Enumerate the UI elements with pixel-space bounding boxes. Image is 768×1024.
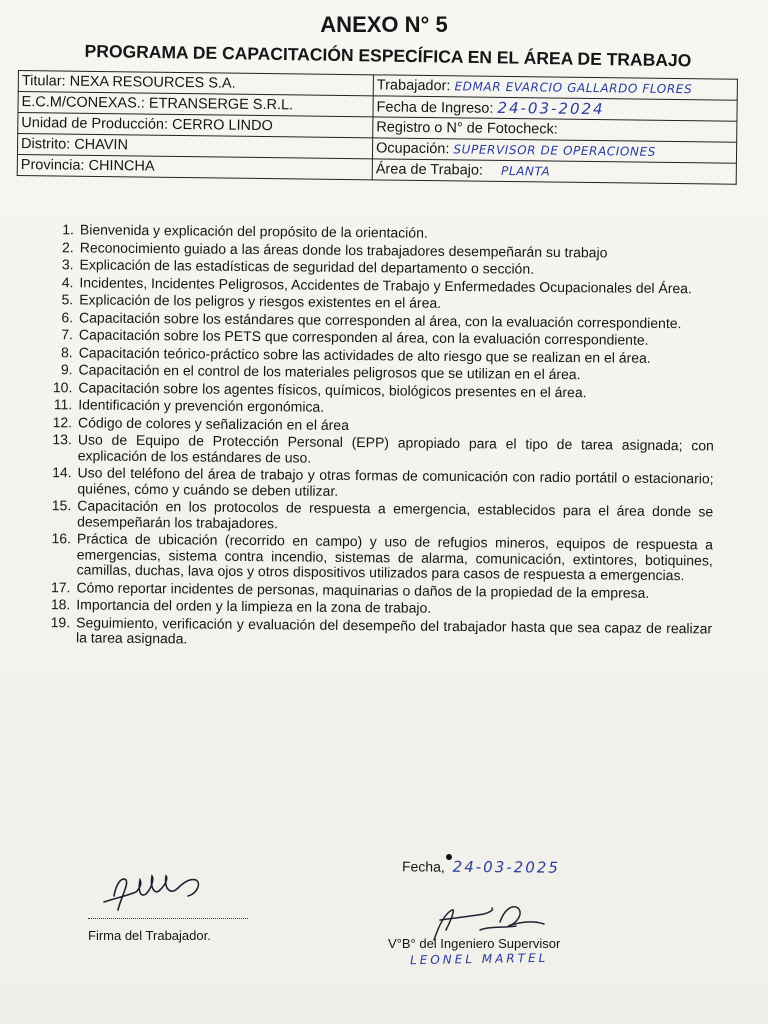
list-item-text: Seguimiento, verificación y evaluación del desempeño del trabajador hasta que sea capaz de realizar la tarea asignada. xyxy=(75,613,713,647)
list-item-text: Reconocimiento guiado a las áreas donde los trabajadores desempeñarán su trabajo xyxy=(79,238,608,260)
list-item-text: Bienvenida y explicación del propósito de la orientación. xyxy=(79,221,428,241)
area-label: Área de Trabajo: xyxy=(375,161,484,179)
list-item xyxy=(38,432,714,469)
trabajador-value: EDMAR EVARCIO GALLARDO FLORES xyxy=(454,79,693,97)
area-value: PLANTA xyxy=(500,163,551,179)
worker-info-table xyxy=(17,70,738,185)
list-item-text: Explicación de las estadísticas de seguridad del departamento o sección. xyxy=(79,256,535,277)
list-item-number: 15. xyxy=(51,497,72,514)
trabajador-label: Trabajador: xyxy=(376,77,451,95)
ocupacion-label: Ocupación: xyxy=(375,140,450,158)
list-item xyxy=(37,498,713,535)
list-item-text: Explicación de los peligros y riesgos existentes en el área. xyxy=(79,291,442,311)
list-item-number: 11. xyxy=(53,396,73,413)
list-item-number: 18. xyxy=(50,596,71,613)
fecha-ingreso-value: 24-03-2024 xyxy=(497,98,605,118)
list-item-number: 13. xyxy=(52,431,72,448)
list-item-text: Identificación y prevención ergonómica. xyxy=(78,396,325,415)
list-item-text: Capacitación teórico-práctico sobre las actividades de alto riesgo que se realizan en el área. xyxy=(78,343,651,366)
fecha-ingreso-label: Fecha de Ingreso: xyxy=(376,98,494,117)
list-item-text: Importancia del orden y la limpieza en la zona de trabajo. xyxy=(76,596,432,616)
supervisor-handwritten-name: LEONEL MARTEL xyxy=(409,950,549,968)
list-item-number: 16. xyxy=(51,530,72,547)
list-item-number: 10. xyxy=(52,378,73,395)
list-item-number: 2. xyxy=(61,238,74,255)
list-item-text: Capacitación sobre los PETS que corresponden al área, con la evaluación correspondiente. xyxy=(78,326,649,348)
date-value: 24-03-2025 xyxy=(452,857,560,877)
list-item-number: 19. xyxy=(50,613,71,630)
registro-label: Registro o N° de Fotocheck: xyxy=(376,119,558,138)
area-cell xyxy=(372,159,736,184)
document-subtitle: PROGRAMA DE CAPACITACIÓN ESPECÍFICA EN EL ÁREA DE TRABAJO xyxy=(84,40,692,71)
ocupacion-value: SUPERVISOR DE OPERACIONES xyxy=(453,142,657,159)
list-item-number: 3. xyxy=(61,256,74,273)
worker-signature-label: Firma del Trabajador. xyxy=(88,928,211,943)
list-item-text: Capacitación sobre los agentes físicos, químicos, biológicos presentes en el área. xyxy=(78,378,587,400)
list-item-text: Capacitación sobre los estándares que corresponden al área, con la evaluación correspondiente. xyxy=(79,308,682,331)
list-item-text: Incidentes, Incidentes Peligrosos, Accidentes de Trabajo y Enfermedades Ocupacionales del Área. xyxy=(79,273,692,296)
distrito-cell: Distrito: CHAVIN xyxy=(17,134,372,159)
list-item-text: Capacitación en el control de los materiales peligrosos que se utilizan en el área. xyxy=(78,361,581,383)
list-item-text: Capacitación en los protocolos de respuesta a emergencia, establecidos para el área donde se desempeñarán los trabajadores. xyxy=(77,497,714,531)
supervisor-signature-label: V°B° del Ingeniero Supervisor xyxy=(388,936,561,951)
worker-signature xyxy=(96,866,216,920)
list-item-number: 9. xyxy=(60,361,73,378)
list-item-text: Práctica de ubicación (recorrido en campo) y uso de refugios mineros, equipos de respuesta a emergencias, sistema contra incendio, sistemas de alarma, comunicación, extintores, botiquines, camillas, duchas, lava ojos y otros dispositivos utilizados para casos de respuesta a emergencias. xyxy=(76,530,714,584)
provincia-cell: Provincia: CHINCHA xyxy=(17,154,372,179)
list-item xyxy=(36,614,712,651)
training-items-list xyxy=(36,222,716,654)
list-item-number: 6. xyxy=(61,308,74,325)
date-label: Fecha, xyxy=(401,858,445,875)
list-item-text: Uso del teléfono del área de trabajo y otras formas de comunicación con radio portátil o estacionario; quiénes, cómo y cuándo se deben utilizar. xyxy=(77,464,714,499)
list-item-number: 7. xyxy=(61,326,74,343)
list-item-text: Código de colores y señalización en el área xyxy=(78,413,349,433)
list-item xyxy=(37,465,713,502)
list-item xyxy=(37,531,713,584)
worker-signature-line xyxy=(88,918,248,919)
list-item-text: Cómo reportar incidentes de personas, maquinarias o daños de la propiedad de la empresa. xyxy=(76,578,650,601)
list-item-number: 17. xyxy=(50,578,71,595)
date-line xyxy=(402,857,560,876)
list-item-text: Uso de Equipo de Protección Personal (EPP) apropiado para el tipo de tarea asignada; con explicación de los estándares de uso. xyxy=(77,431,714,466)
list-item-number: 12. xyxy=(52,413,73,430)
list-item-number: 1. xyxy=(62,221,75,238)
list-item-number: 8. xyxy=(60,343,73,360)
ecm-cell: E.C.M/CONEXAS.: ETRANSERGE S.R.L. xyxy=(18,92,373,117)
list-item-number: 5. xyxy=(61,291,74,308)
list-item-number: 14. xyxy=(52,464,72,481)
list-item-number: 4. xyxy=(61,273,74,290)
titular-cell: Titular: NEXA RESOURCES S.A. xyxy=(18,71,373,96)
document-title: ANEXO N° 5 xyxy=(320,12,448,37)
unidad-cell: Unidad de Producción: CERRO LINDO xyxy=(18,113,373,138)
